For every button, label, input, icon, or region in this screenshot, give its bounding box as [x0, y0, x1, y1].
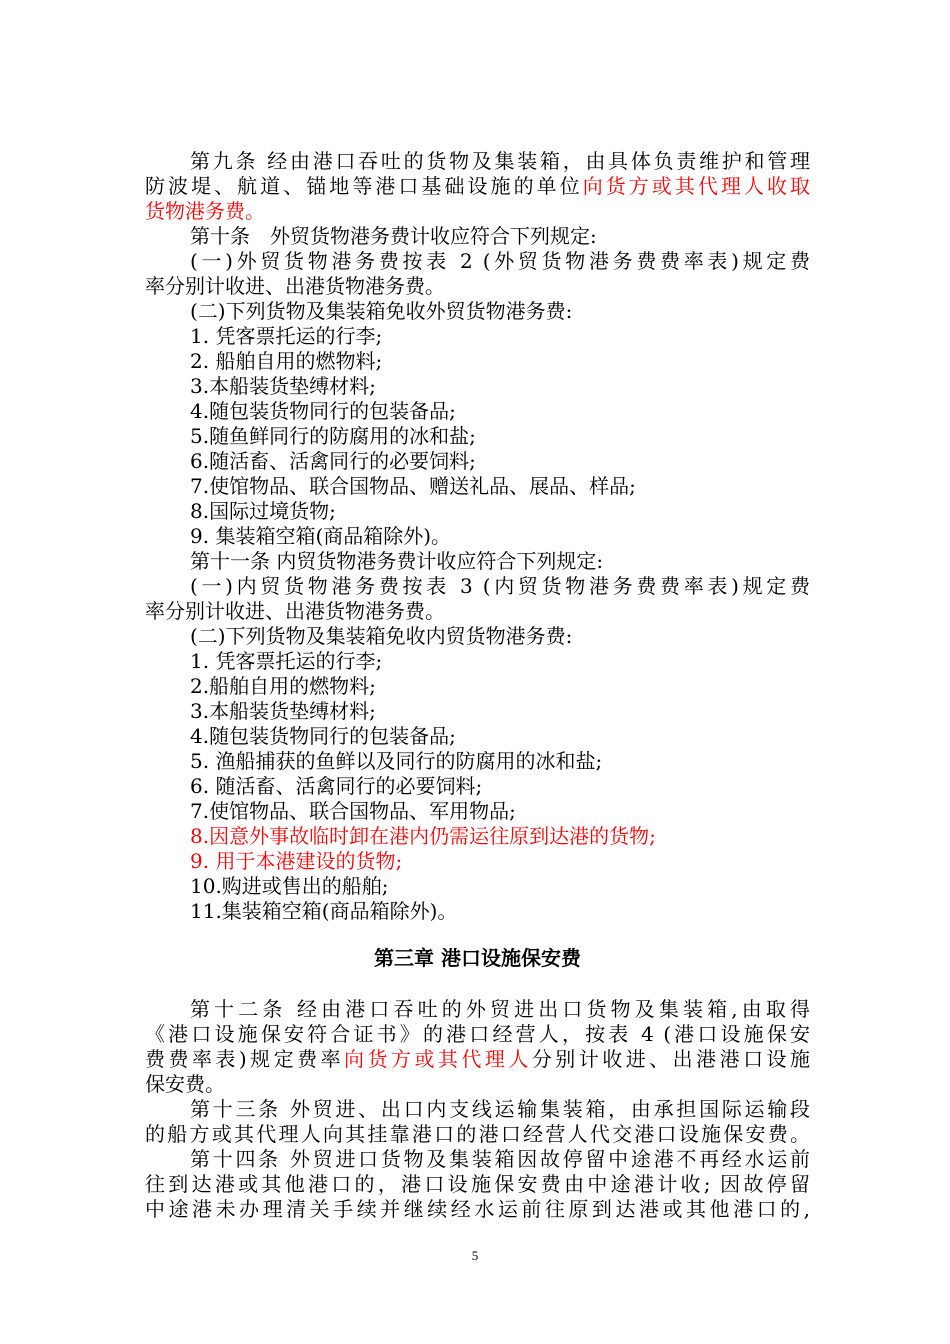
text-segment: 第十三条 外贸进、出口内支线运输集装箱，由承担国际运输段 — [190, 1097, 810, 1121]
text-line — [145, 799, 810, 824]
text-line — [145, 149, 810, 174]
text-segment: 中途港未办理清关手续并继续经水运前往原到达港或其他港口的, — [145, 1197, 810, 1221]
text-line — [145, 1197, 810, 1222]
text-line — [145, 549, 810, 574]
article-block-chapter3 — [145, 997, 810, 1222]
text-segment: 率分别计收进、出港货物港务费。 — [145, 599, 445, 623]
text-line — [145, 474, 810, 499]
text-line — [145, 774, 810, 799]
text-segment: (二)下列货物及集装箱免收内贸货物港务费: — [190, 624, 573, 648]
highlighted-text: 向货方或其代理人 — [344, 1047, 532, 1071]
highlighted-text: 8.因意外事故临时卸在港内仍需运往原到达港的货物; — [190, 824, 656, 848]
text-segment: 7.使馆物品、联合国物品、赠送礼品、展品、样品; — [190, 474, 636, 498]
highlighted-text: 向货方或其代理人收取 — [582, 174, 810, 198]
text-segment: 第九条 经由港口吞吐的货物及集装箱，由具体负责维护和管理 — [190, 149, 810, 173]
text-segment: 11.集装箱空箱(商品箱除外)。 — [190, 899, 458, 923]
text-line — [145, 874, 810, 899]
article-block-chapter2 — [145, 149, 810, 924]
text-line — [145, 249, 810, 274]
text-segment: 往到达港或其他港口的，港口设施保安费由中途港计收; 因故停留 — [145, 1172, 810, 1196]
text-line — [145, 274, 810, 299]
text-segment: 6.随活畜、活禽同行的必要饲料; — [190, 449, 476, 473]
text-line — [145, 1172, 810, 1197]
text-line — [145, 324, 810, 349]
text-segment: 10.购进或售出的船舶; — [190, 874, 389, 898]
text-segment: 第十条 外贸货物港务费计收应符合下列规定: — [190, 224, 597, 248]
text-segment: 防波堤、航道、锚地等港口基础设施的单位 — [145, 174, 583, 198]
text-segment: 分别计收进、出港港口设施 — [531, 1047, 810, 1071]
text-line — [145, 849, 810, 874]
text-line — [145, 599, 810, 624]
text-line — [145, 449, 810, 474]
text-segment: 8.国际过境货物; — [190, 499, 336, 523]
text-line — [145, 824, 810, 849]
text-line — [145, 499, 810, 524]
text-segment: 6. 随活畜、活禽同行的必要饲料; — [190, 774, 483, 798]
text-segment: 4.随包装货物同行的包装备品; — [190, 724, 456, 748]
text-line — [145, 649, 810, 674]
text-segment: 9. 集装箱空箱(商品箱除外)。 — [190, 524, 452, 548]
text-line — [145, 899, 810, 924]
text-line — [145, 174, 810, 199]
text-segment: 《港口设施保安符合证书》的港口经营人，按表 4 (港口设施保安 — [145, 1022, 810, 1046]
text-line — [145, 349, 810, 374]
text-segment: 第十二条 经由港口吞吐的外贸进出口货物及集装箱,由取得 — [190, 997, 810, 1021]
text-segment: (一)外贸货物港务费按表 2 (外贸货物港务费费率表)规定费 — [190, 249, 810, 273]
text-segment: 3.本船装货垫缚材料; — [190, 699, 376, 723]
text-segment: 5. 渔船捕获的鱼鲜以及同行的防腐用的冰和盐; — [190, 749, 603, 773]
text-segment: 5.随鱼鲜同行的防腐用的冰和盐; — [190, 424, 476, 448]
text-line — [145, 674, 810, 699]
text-line — [145, 699, 810, 724]
text-segment: 3.本船装货垫缚材料; — [190, 374, 376, 398]
text-line — [145, 199, 810, 224]
text-line — [145, 624, 810, 649]
text-line — [145, 1072, 810, 1097]
text-segment: 保安费。 — [145, 1072, 225, 1096]
text-segment: 7.使馆物品、联合国物品、军用物品; — [190, 799, 516, 823]
text-segment: (二)下列货物及集装箱免收外贸货物港务费: — [190, 299, 573, 323]
text-segment: 1. 凭客票托运的行李; — [190, 324, 383, 348]
text-line — [145, 1147, 810, 1172]
text-segment: (一)内贸货物港务费按表 3 (内贸货物港务费费率表)规定费 — [190, 574, 810, 598]
highlighted-text: 货物港务费。 — [145, 199, 265, 223]
text-segment: 2. 船舶自用的燃物料; — [190, 349, 383, 373]
text-line — [145, 1047, 810, 1072]
text-segment: 2.船舶自用的燃物料; — [190, 674, 376, 698]
text-line — [145, 997, 810, 1022]
text-line — [145, 524, 810, 549]
text-segment: 费费率表)规定费率 — [145, 1047, 345, 1071]
text-line — [145, 1022, 810, 1047]
text-segment: 第十四条 外贸进口货物及集装箱因故停留中途港不再经水运前 — [190, 1147, 810, 1171]
text-line — [145, 749, 810, 774]
text-line — [145, 574, 810, 599]
text-segment: 第十一条 内贸货物港务费计收应符合下列规定: — [190, 549, 604, 573]
text-line — [145, 424, 810, 449]
text-segment: 1. 凭客票托运的行李; — [190, 649, 383, 673]
text-line — [145, 724, 810, 749]
text-line — [145, 399, 810, 424]
highlighted-text: 9. 用于本港建设的货物; — [190, 849, 403, 873]
text-line — [145, 374, 810, 399]
text-segment: 率分别计收进、出港货物港务费。 — [145, 274, 445, 298]
text-line — [145, 299, 810, 324]
text-line — [145, 224, 810, 249]
text-line — [145, 1122, 810, 1147]
text-segment: 的船方或其代理人向其挂靠港口的港口经营人代交港口设施保安费。 — [145, 1122, 810, 1146]
text-segment: 4.随包装货物同行的包装备品; — [190, 399, 456, 423]
page-number: 5 — [471, 1248, 479, 1263]
chapter-heading: 第三章 港口设施保安费 — [374, 946, 581, 970]
text-line — [145, 1097, 810, 1122]
